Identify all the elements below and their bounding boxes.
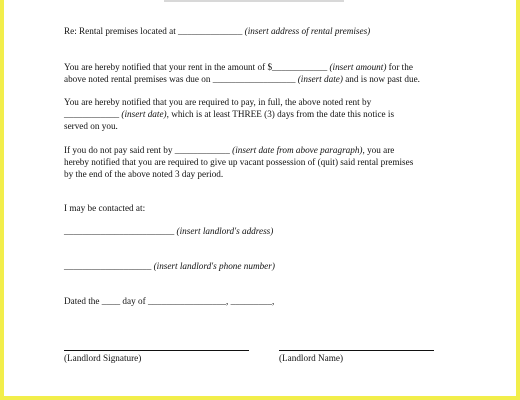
- quit-paragraph: [64, 144, 464, 180]
- pay-date-hint: (insert date): [121, 109, 167, 119]
- address-blank: ________________________: [64, 226, 177, 236]
- quit-line-2: hereby notified that you are required to give up vacant possession of (quit) said rental premises: [64, 157, 414, 167]
- quit-line-3: by the end of the above noted 3 day period.: [64, 169, 224, 179]
- pay-required-line-1: You are hereby notified that you are required to pay, in full, the above noted rent by: [64, 97, 372, 107]
- dated-line: Dated the ____ day of _________________, _________,: [64, 296, 275, 306]
- rent-due-text-1b: for the: [386, 62, 413, 72]
- name-underline: [279, 350, 434, 351]
- address-hint: (insert landlord's address): [176, 226, 274, 236]
- rent-due-text-2b: and is now past due.: [342, 74, 420, 84]
- date-hint: (insert date): [297, 74, 343, 84]
- top-edge-line: [164, 0, 344, 2]
- rent-due-line-2: [64, 73, 464, 85]
- re-line: [64, 25, 464, 37]
- rent-due-line-1: [64, 61, 464, 73]
- rent-due-text-2a: above noted rental premises was due on __________________: [64, 74, 298, 84]
- address-line: [64, 225, 464, 237]
- pay-required-line-2: [64, 108, 464, 120]
- landlord-signature-label: (Landlord Signature): [64, 353, 142, 363]
- phone-line: [64, 260, 464, 272]
- quit-line-1: [64, 144, 464, 156]
- signature-underline: [64, 350, 249, 351]
- pay-required-text-2a: ____________: [64, 109, 122, 119]
- quit-date-hint: (insert date from above paragraph): [232, 145, 363, 155]
- phone-hint: (insert landlord's phone number): [153, 261, 275, 271]
- rent-due-paragraph: [64, 61, 464, 85]
- quit-text-1b: , you are: [362, 145, 395, 155]
- quit-text-1a: If you do not pay said rent by ____________: [64, 145, 233, 155]
- rent-due-text-1a: You are hereby notified that your rent in the amount of $____________: [64, 62, 330, 72]
- contact-intro: I may be contacted at:: [64, 203, 146, 213]
- phone-blank: ___________________: [64, 261, 154, 271]
- pay-required-line-3: served on you.: [64, 121, 118, 131]
- re-prefix: Re: Rental premises located at ______________: [64, 26, 245, 36]
- amount-hint: (insert amount): [329, 62, 387, 72]
- pay-required-paragraph: [64, 96, 464, 132]
- pay-required-text-2b: , which is at least THREE (3) days from the date this notice is: [166, 109, 395, 119]
- landlord-name-label: (Landlord Name): [279, 353, 344, 363]
- re-hint: (insert address of rental premises): [244, 26, 371, 36]
